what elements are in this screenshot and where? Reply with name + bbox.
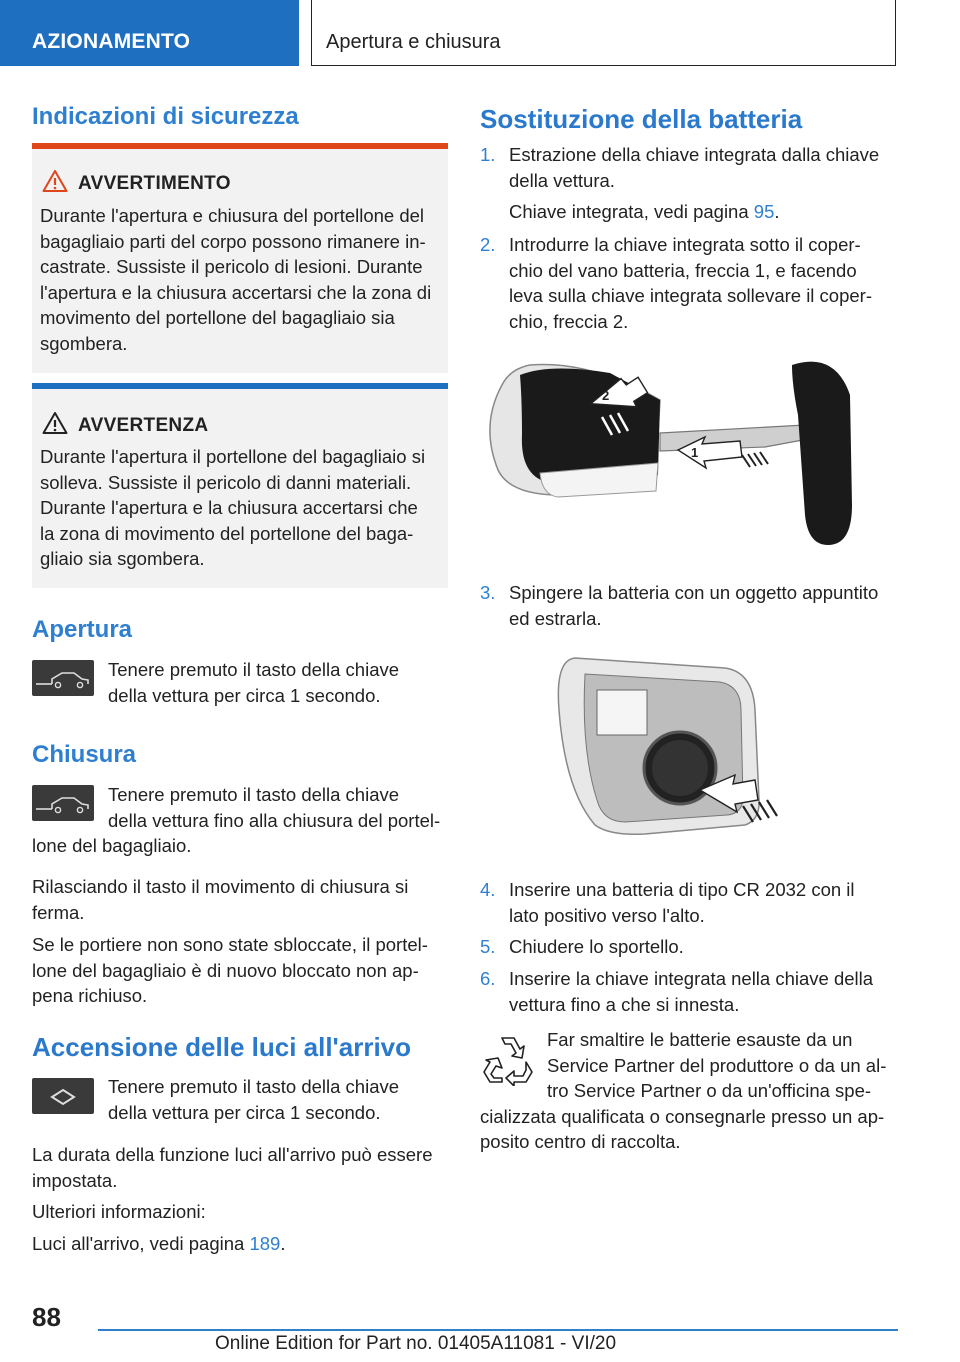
notice-text: Durante l'apertura il portellone del bagagliaio si solleva. Sussiste il pericolo di danni materiali. Durante l'apertura e la chiusura accertarsi che la zona di movimento del portellone del baga- gliaio sia sgombera.	[40, 446, 426, 569]
closing-paragraph-1: Rilasciando il tasto il movimento di chiusura si ferma.	[32, 876, 409, 923]
chapter-title: Apertura e chiusura	[311, 0, 896, 66]
tailgate-button-icon	[32, 785, 94, 821]
notice-box	[32, 383, 448, 588]
recycle-note-text-continued: cializzata qualificata o consegnarle presso un ap- posito centro di raccolta.	[480, 1105, 885, 1152]
closing-text: Tenere premuto il tasto della chiave della vettura fino alla chiusura del portel-	[108, 784, 441, 831]
page-link-189[interactable]: 189	[249, 1233, 281, 1254]
battery-heading: Sostituzione della batteria	[480, 104, 803, 134]
footer-divider	[98, 1329, 898, 1331]
welcome-paragraph-1: La durata della funzione luci all'arrivo può essere impostata.	[32, 1144, 433, 1191]
section-tab: AZIONAMENTO	[0, 0, 299, 66]
closing-heading: Chiusura	[32, 741, 137, 768]
recycle-note-text: Far smaltire le batterie esauste da un Service Partner del produttore o da un al- tro Service Partner o da un'officina spe-	[547, 1029, 887, 1101]
page-number: 88	[32, 1302, 61, 1332]
welcome-reference: Luci all'arrivo, vedi pagina 189.	[32, 1233, 286, 1254]
welcome-light-text: Tenere premuto il tasto della chiave della vettura per circa 1 secondo.	[108, 1076, 400, 1123]
page-link-95[interactable]: 95	[753, 201, 775, 222]
warning-title: AVVERTIMENTO	[78, 173, 231, 194]
closing-text-end: lone del bagagliaio.	[32, 835, 192, 856]
warning-text: Durante l'apertura e chiusura del portellone del bagagliaio parti del corpo possono rimanere in- castrate. Sussiste il pericolo di lesioni. Durante l'apertura e la chiusura accertarsi che la zona di movimento del portellone del bagagliaio sia sgombera.	[40, 205, 432, 354]
welcome-light-heading: Accensione delle luci all'arrivo	[32, 1032, 412, 1062]
closing-paragraph-2: Se le portiere non sono state sbloccate, il portel- lone del bagagliaio è di nuovo bloccato non ap- pena richiuso.	[32, 934, 428, 1006]
battery-compartment-illustration	[555, 650, 785, 840]
welcome-paragraph-2: Ulteriori informazioni:	[32, 1201, 206, 1222]
opening-heading: Apertura	[32, 616, 133, 643]
key-removal-illustration	[480, 355, 900, 550]
warning-box	[32, 143, 448, 373]
warning-triangle-icon	[42, 169, 68, 193]
list-item: 1. Estrazione della chiave integrata dalla chiave della vettura.	[480, 144, 880, 191]
recycle-icon	[482, 1030, 534, 1086]
unlock-button-icon	[32, 1078, 94, 1114]
notice-bar	[32, 383, 448, 389]
footer-edition: Online Edition for Part no. 01405A11081 - VI/20	[215, 1333, 617, 1354]
safety-heading: Indicazioni di sicurezza	[32, 103, 299, 130]
arrow-label-2: 2	[602, 388, 610, 403]
notice-title: AVVERTENZA	[78, 415, 209, 436]
warning-triangle-icon	[42, 411, 68, 435]
warning-bar	[32, 143, 448, 149]
arrow-label-1: 1	[691, 445, 699, 460]
opening-text: Tenere premuto il tasto della chiave della vettura per circa 1 secondo.	[108, 659, 400, 706]
tailgate-button-icon	[32, 660, 94, 696]
